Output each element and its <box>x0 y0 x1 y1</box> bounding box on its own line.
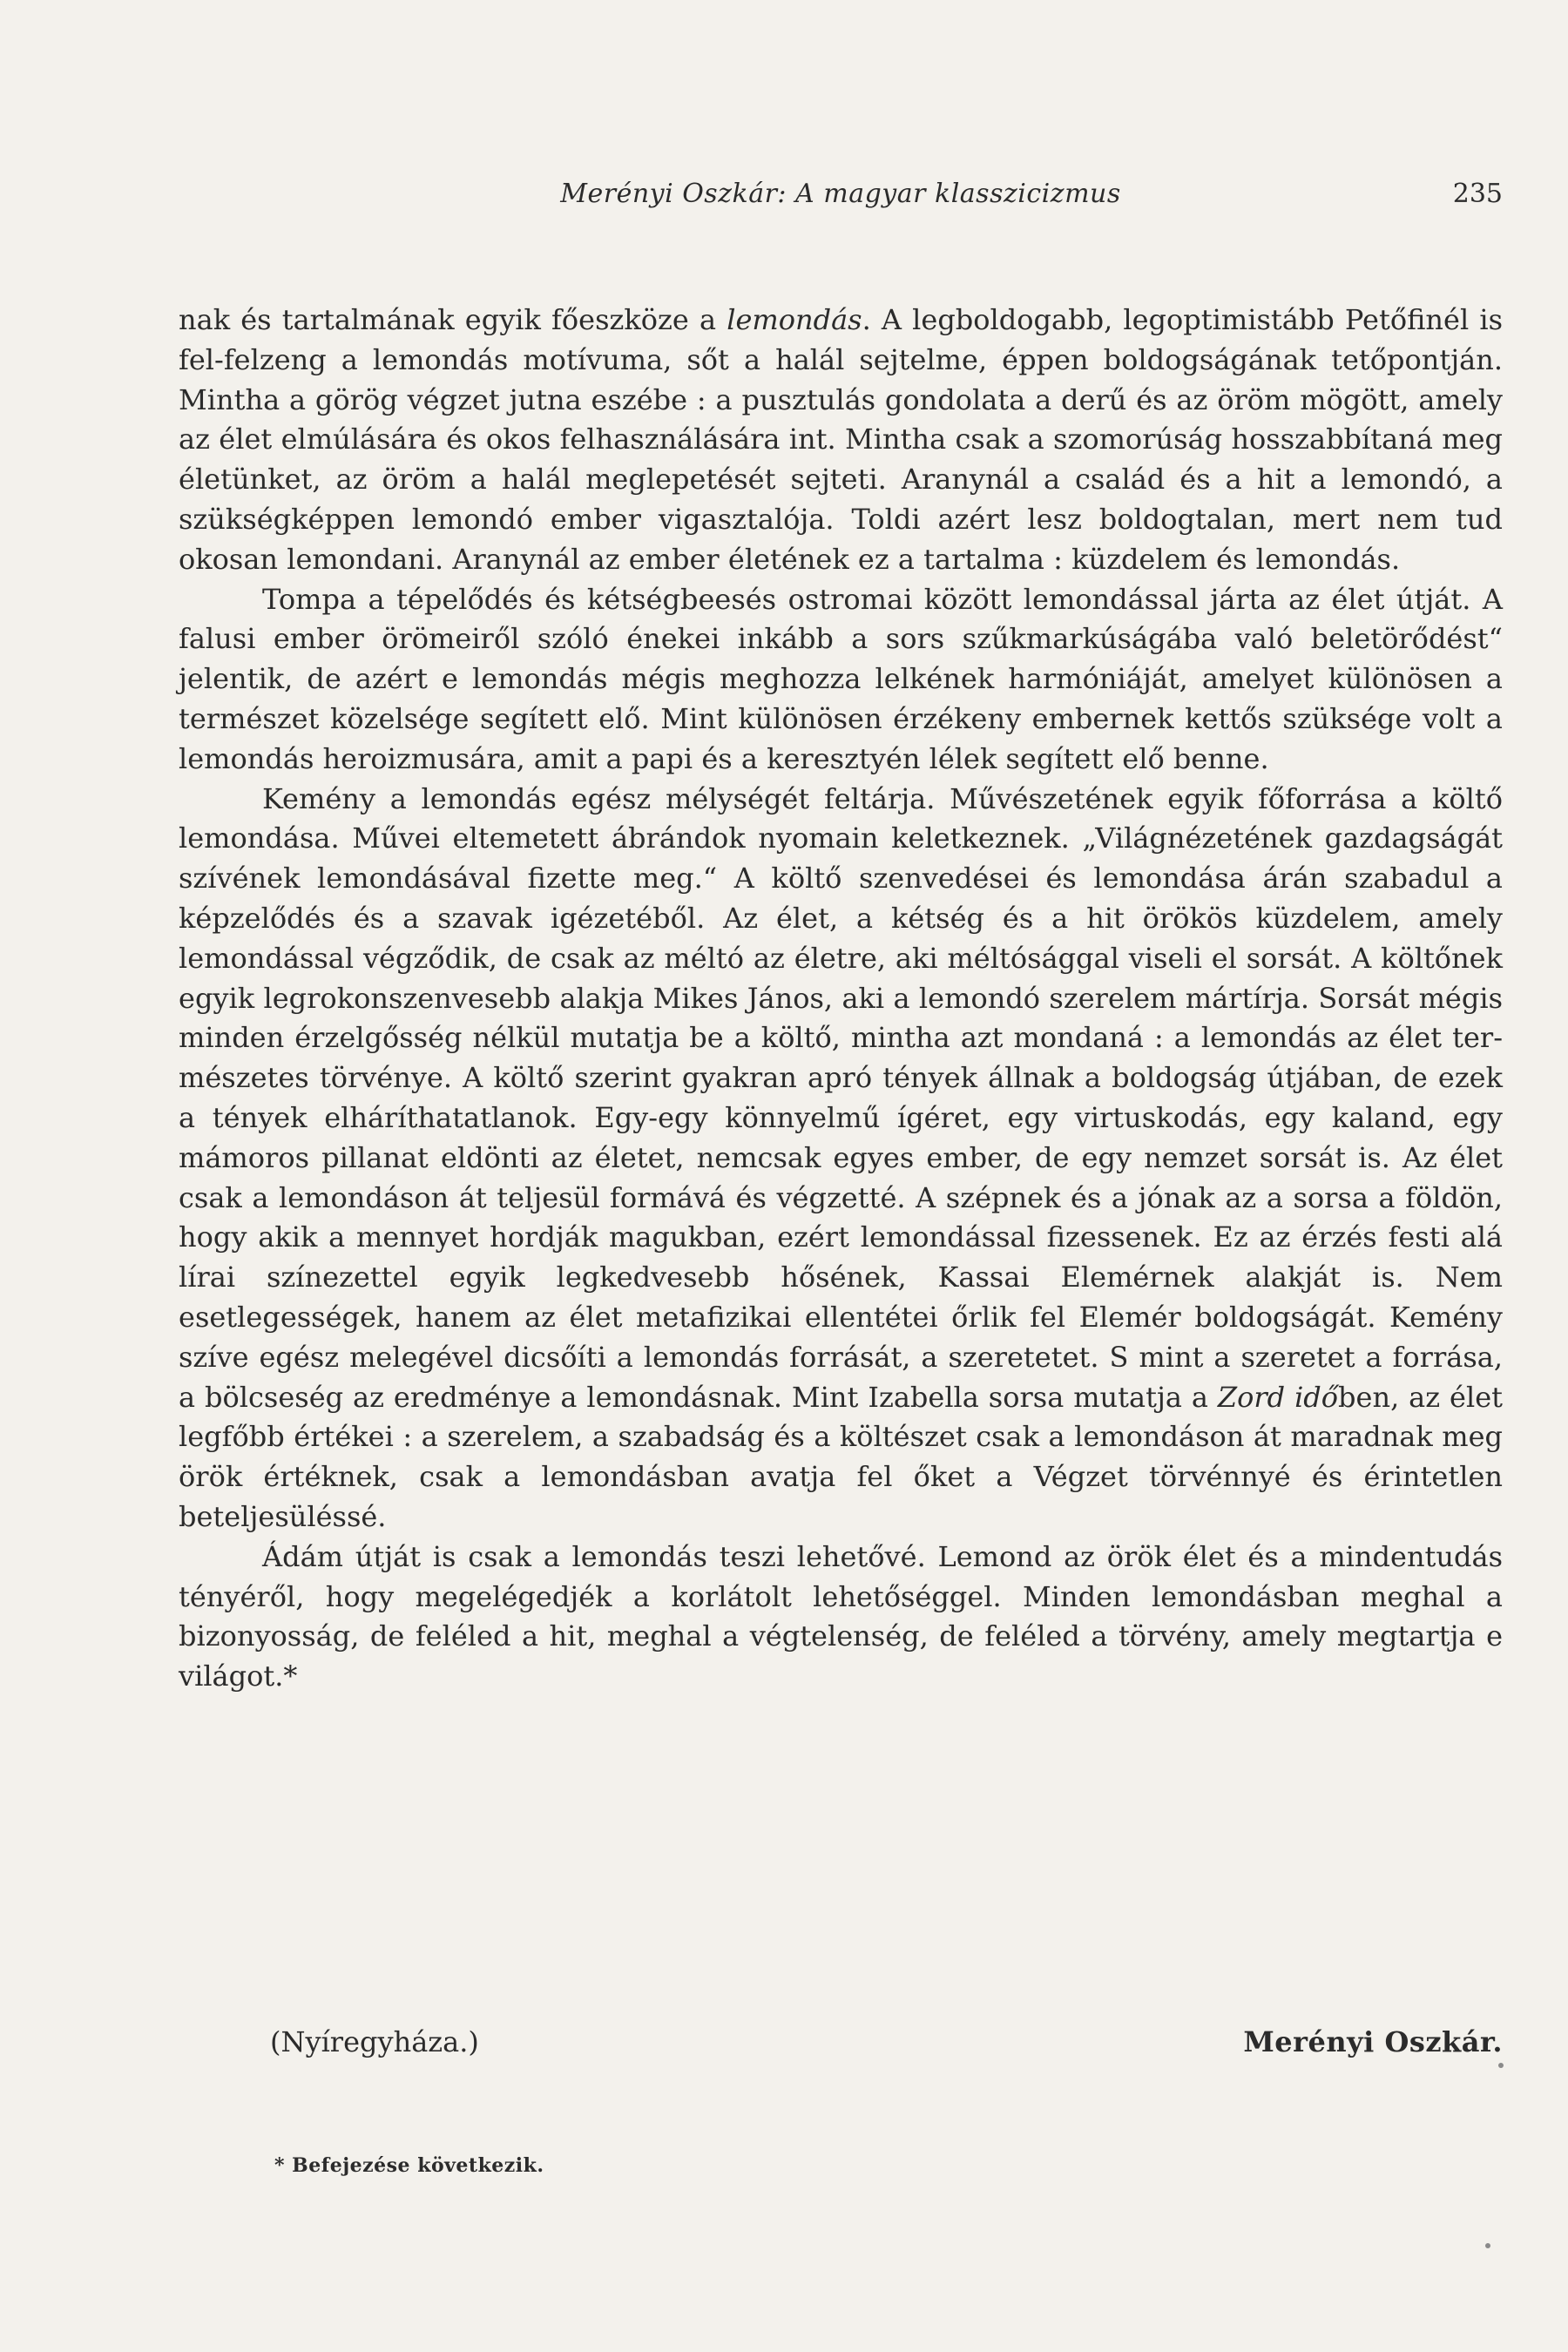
page-number: 235 <box>1452 179 1503 209</box>
paper-speck <box>1498 2063 1504 2068</box>
paragraph <box>179 1538 1503 1697</box>
signature-line <box>179 2025 1503 2069</box>
footnote: * Befejezése következik. <box>274 2154 544 2177</box>
paragraph-text: Kemény a lemondás egész mélységét feltárja. Művészetének egyik főforrása a költő lemondása. Művei eltemetett ábrándok nyomain keletkeznek. „Világnézetének gazdagságát szívének lemondásával fizette meg.“ A költő szenvedései és lemondása árán szabadul a képzelődés és a szavak igézetéből. Az élet, a kétség és a hit örökös küzdelem, amely lemondással végződik, de csak az méltó az életre, aki méltósággal viseli el sorsát. A költőnek egyik legrokonszenvesebb alakja Mikes János, aki a lemondó szerelem mártírja. Sorsát mégis minden érzelgősség nélkül mutatja be a költő, mintha azt mondaná : a lemondás az élet természetes törvénye. A költő szerint gyakran apró tények állnak a boldogság útjában, de ezek a tények elháríthatatlanok. Egy-egy könnyelmű ígéret, egy virtuskodás, egy kaland, egy mámoros pillanat eldönti az életet, nemcsak egyes ember, de egy nemzet sorsát is. Az élet csak a lemondáson át teljesül formává és végzetté. A szépnek és a jónak az a sorsa a földön, hogy akik a mennyet hordják magukban, ezért lemondással fizessenek. Ez az érzés festi alá lírai színezettel egyik legkedvesebb hősének, Kassai Elemérnek alakját is. Nem esetlegességek, hanem az élet metafizikai ellentétei őrlik fel Elemér boldogságát. Kemény szíve egész melegével dicsőíti a lemondás forrását, a szeretetet. S mint a szeretet a forrása, a bölcseség az eredménye a lemondásnak. Mint Izabella sorsa mutatja a <box>179 781 1503 1414</box>
paragraph-text: Tompa a tépelődés és kétségbeesés ostromai között lemondással járta az élet útját. A falusi ember örömeiről szóló énekei inkább a sors szűkmarkúságába való beletörődést“ jelentik, de azért e lemondás mégis meghozza lelkének harmóniáját, amelyet különösen a természet közelsége segített elő. Mint különösen érzékeny embernek kettős szüksége volt a lemondás heroizmusára, amit a papi és a keresztyén lélek segített elő benne. <box>179 582 1503 775</box>
paragraph <box>179 580 1503 780</box>
paragraph <box>179 301 1503 580</box>
paragraph-text: nak és tartalmának egyik főeszköze a <box>179 303 727 336</box>
body-text <box>179 301 1503 1697</box>
author-signature: Merényi Oszkár. <box>1243 2025 1503 2058</box>
paragraph-text: ben, az élet legfőbb értékei : a szerelem, a szabadság és a költészet csak a lemondáson át maradnak meg örök értéknek, csak a lemondásban avatja fel őket a Végzet törvénnyé és érintetlen beteljesüléssé. <box>179 1380 1503 1533</box>
paragraph-text: Ádám útját is csak a lemondás teszi lehetővé. Lemond az örök élet és a mindentudás tényéről, hogy megelégedjék a korlátolt lehetőséggel. Minden lemondásban meghal a bizonyosság, de feléled a hit, meghal a végtelenség, de feléled a törvény, amely megtartja e világot.* <box>179 1539 1503 1693</box>
running-header <box>179 179 1503 222</box>
paper-speck <box>1485 2243 1490 2248</box>
emphasized-text: lemondás <box>727 303 862 336</box>
paragraph <box>179 780 1503 1538</box>
emphasized-text: Zord idő <box>1217 1380 1339 1414</box>
paragraph-text: . A legboldogabb, legoptimistább Petőfinél is fel-felzeng a lemondás motívuma, sőt a halál sejtelme, éppen boldogságának tetőpontján. Mintha a görög végzet jutna eszébe : a pusztulás gondolata a derű és az öröm mögött, amely az élet elmúlására és okos felhasználására int. Mintha csak a szomorúság hosszabbítaná meg életünket, az öröm a halál meglepetését sejteti. Aranynál a család és a hit a lemondó, a szükségképpen lemondó ember vigasztalója. Toldi azért lesz boldogtalan, mert nem tud okosan lemondani. Aranynál az ember életének ez a tartalma : küzdelem és lemondás. <box>179 303 1504 576</box>
place-of-writing: (Nyíregyháza.) <box>270 2025 479 2058</box>
running-title: Merényi Oszkár: A magyar klasszicizmus <box>560 179 1121 209</box>
